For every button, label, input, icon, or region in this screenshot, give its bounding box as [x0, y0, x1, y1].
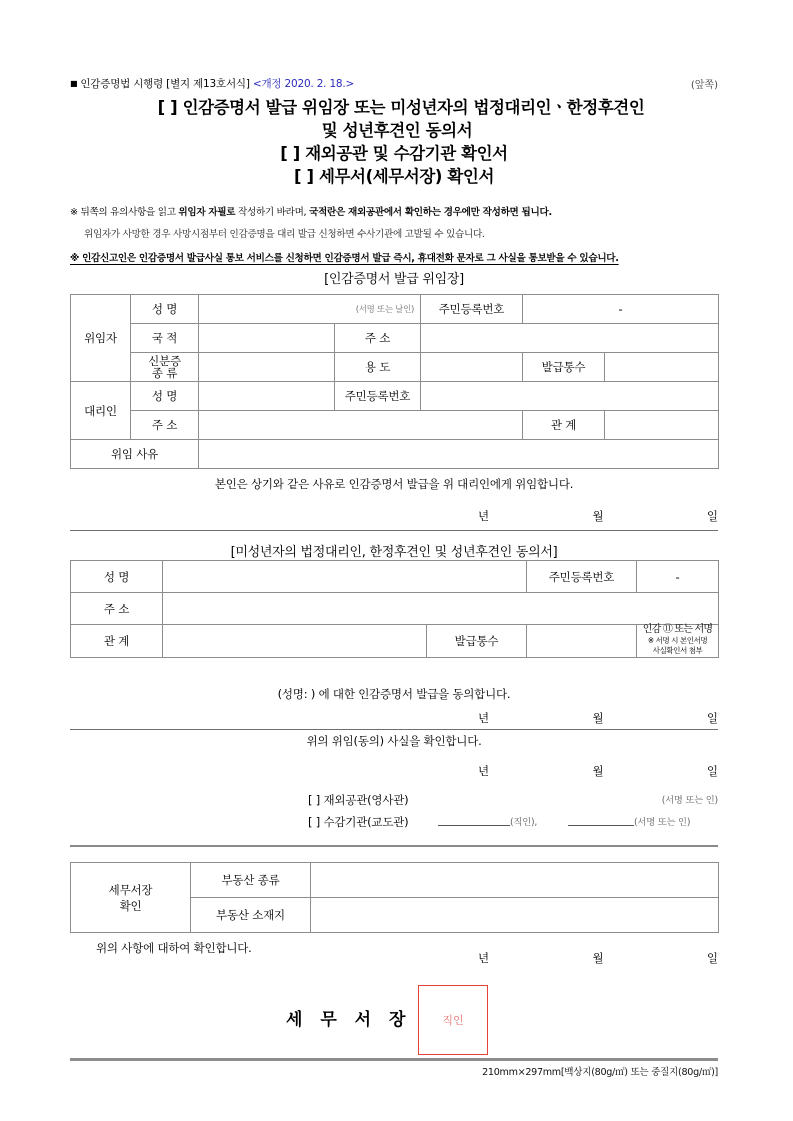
- tax-group-line1: 세무서장: [108, 882, 153, 897]
- year-label: 년: [478, 951, 490, 965]
- month-label: 월: [592, 509, 604, 523]
- month-label: 월: [592, 951, 604, 965]
- prison-seal-note: (직인),: [510, 817, 538, 828]
- property-type-label: 부동산 종류: [191, 863, 311, 898]
- notice-primary: [70, 204, 718, 218]
- official-seal-box[interactable]: [418, 985, 488, 1055]
- delegator-address-field[interactable]: [421, 324, 719, 353]
- delegator-rrn-label: 주민등록번호: [421, 295, 523, 324]
- title-line-1: [ ] 인감증명서 발급 위임장 또는 미성년자의 법정대리인ㆍ한정후견인: [157, 98, 645, 117]
- section-heading-consent: [미성년자의 법정대리인, 한정후견인 및 성년후견인 동의서]: [230, 545, 558, 560]
- month-label: 월: [592, 764, 604, 778]
- form-page: [70, 0, 718, 1121]
- embassy-checkbox-label[interactable]: [ ] 재외공관(영사관): [308, 793, 409, 807]
- table-row: [71, 353, 719, 382]
- table-row: [71, 593, 719, 625]
- table-row: [71, 295, 719, 324]
- table-row: [71, 324, 719, 353]
- table-row: [71, 863, 719, 898]
- delegator-group-label: 위임자: [71, 295, 131, 382]
- idtype-label-line2: 종 류: [151, 366, 178, 380]
- agent-relation-field[interactable]: [605, 411, 719, 440]
- tax-office-seal-title: 세 무 서 장: [286, 1010, 412, 1030]
- day-label: 일: [706, 509, 718, 523]
- delegator-name-field[interactable]: [199, 295, 421, 324]
- confirmation-authorities: [70, 792, 718, 838]
- page-title: [70, 96, 718, 188]
- consent-copies-field[interactable]: [527, 625, 637, 658]
- table-row: [71, 382, 719, 411]
- table-row: [71, 411, 719, 440]
- title-line-2: 및 성년후견인 동의서: [321, 121, 473, 140]
- delegator-nationality-field[interactable]: [199, 324, 335, 353]
- tax-seal-row: [70, 985, 718, 1055]
- day-label: 일: [706, 711, 718, 725]
- consent-copies-label: 발급통수: [427, 625, 527, 658]
- agent-rrn-label: 주민등록번호: [335, 382, 421, 411]
- consent-seal-note: [637, 625, 719, 658]
- consent-relation-field[interactable]: [163, 625, 427, 658]
- month-label: 월: [592, 711, 604, 725]
- embassy-signature-note: (서명 또는 인): [661, 795, 718, 806]
- agent-name-label: 성 명: [131, 382, 199, 411]
- form-code-line: [70, 76, 354, 91]
- delegator-idtype-label: [131, 353, 199, 382]
- tax-confirmation-statement: 위의 사항에 대하여 확인합니다.: [96, 941, 252, 955]
- prison-sign-field[interactable]: [568, 814, 690, 828]
- notice-1-mid: 작성하기 바라며,: [235, 207, 310, 218]
- tax-office-group-label: [71, 863, 191, 933]
- tax-date-line: [478, 950, 718, 966]
- delegation-statement: 본인은 상기와 같은 사유로 인감증명서 발급을 위 대리인에게 위임합니다.: [214, 477, 574, 491]
- form-revision: <개정 2020. 2. 18.>: [252, 78, 355, 90]
- delegator-idtype-field[interactable]: [199, 353, 335, 382]
- year-label: 년: [478, 764, 490, 778]
- embassy-row: [70, 792, 718, 814]
- agent-rrn-field[interactable]: [421, 382, 719, 411]
- consent-table: [70, 560, 719, 658]
- delegation-date-line: [478, 508, 718, 524]
- agent-address-field[interactable]: [199, 411, 523, 440]
- delegator-name-label: 성 명: [131, 295, 199, 324]
- agent-address-label: 주 소: [131, 411, 199, 440]
- consent-date-line: [478, 710, 718, 726]
- table-row: [71, 625, 719, 658]
- tax-group-line2: 확인: [119, 898, 142, 913]
- consent-relation-label: 관 계: [71, 625, 163, 658]
- delegator-rrn-field[interactable]: -: [523, 295, 719, 324]
- table-row: [71, 561, 719, 593]
- notice-1-bold-1: 위임자 자필로: [178, 207, 236, 218]
- section-heading-delegation: [인감증명서 발급 위임장]: [324, 272, 464, 287]
- prison-row: [70, 814, 718, 838]
- agent-name-field[interactable]: [199, 382, 335, 411]
- notice-death-warning: 위임자가 사망한 경우 사망시점부터 인감증명을 대리 발급 신청하면 수사기관에 고발될 수 있습니다.: [84, 229, 485, 240]
- prison-seal-field[interactable]: [438, 814, 537, 828]
- divider-before-tax: [70, 845, 718, 847]
- consent-rrn-field[interactable]: -: [637, 561, 719, 593]
- confirmation-date-line: [478, 763, 718, 779]
- year-label: 년: [478, 509, 490, 523]
- day-label: 일: [706, 764, 718, 778]
- prison-seal-underline[interactable]: [438, 814, 510, 826]
- consent-address-label: 주 소: [71, 593, 163, 625]
- table-row: [71, 440, 719, 469]
- property-location-field[interactable]: [311, 898, 719, 933]
- year-label: 년: [478, 711, 490, 725]
- delegator-purpose-field[interactable]: [421, 353, 523, 382]
- tax-office-table: [70, 862, 719, 933]
- delegator-copies-field[interactable]: [605, 353, 719, 382]
- agent-relation-label: 관 계: [523, 411, 605, 440]
- title-line-3: [ ] 재외공관 및 수감기관 확인서: [280, 144, 508, 163]
- delegation-reason-label: 위임 사유: [71, 440, 199, 469]
- divider-after-consent: [70, 729, 718, 730]
- notice-1-prefix: ※ 뒤쪽의 유의사항을 읽고: [70, 207, 179, 218]
- official-seal-text: 직인: [442, 1014, 464, 1027]
- footer-divider: [70, 1058, 718, 1061]
- title-line-4: [ ] 세무서(세무서장) 확인서: [294, 167, 494, 186]
- prison-signature-note: (서명 또는 인): [634, 817, 691, 828]
- page-side-marker: (앞쪽): [690, 80, 718, 91]
- agent-group-label: 대리인: [71, 382, 131, 440]
- consent-name-label: 성 명: [71, 561, 163, 593]
- delegation-reason-field[interactable]: [199, 440, 719, 469]
- idtype-label-line1: 신분증: [148, 354, 181, 368]
- signature-note: (서명 또는 날인): [355, 305, 414, 315]
- form-code-text: 인감증명법 시행령 [별지 제13호서식]: [80, 78, 250, 90]
- bullet-icon: ■: [70, 79, 78, 88]
- delegator-address-label: 주 소: [335, 324, 421, 353]
- delegator-nationality-label: 국 적: [131, 324, 199, 353]
- consent-rrn-label: 주민등록번호: [527, 561, 637, 593]
- confirmation-statement: 위의 위임(동의) 사실을 확인합니다.: [306, 734, 482, 748]
- prison-checkbox-label[interactable]: [ ] 수감기관(교도관): [308, 815, 409, 829]
- consent-address-field[interactable]: [163, 593, 719, 625]
- prison-sign-underline[interactable]: [568, 814, 634, 826]
- consent-statement: (성명: ) 에 대한 인감증명서 발급을 동의합니다.: [277, 687, 511, 701]
- property-location-label: 부동산 소재지: [191, 898, 311, 933]
- divider-after-delegation: [70, 530, 718, 531]
- property-type-field[interactable]: [311, 863, 719, 898]
- seal-note-line3: 사실확인서 첨부: [652, 646, 703, 655]
- delegation-table: [70, 294, 719, 469]
- day-label: 일: [706, 951, 718, 965]
- seal-note-line1: 인감 ⑪ 또는 서명: [642, 624, 713, 635]
- notice-1-bold-2: 국적란은 재외공관에서 확인하는 경우에만 작성하면 됩니다.: [309, 207, 552, 218]
- paper-spec-note: 210mm×297mm[백상지(80g/㎡) 또는 중질지(80g/㎡)]: [482, 1067, 718, 1078]
- seal-note-line2: ※ 서명 시 본인서명: [647, 635, 708, 645]
- delegator-copies-label: 발급통수: [523, 353, 605, 382]
- consent-name-field[interactable]: [163, 561, 527, 593]
- delegator-purpose-label: 용 도: [335, 353, 421, 382]
- notice-sms-service: ※ 인감신고인은 인감증명서 발급사실 통보 서비스를 신청하면 인감증명서 발급 즉시, 휴대전화 문자로 그 사실을 통보받을 수 있습니다.: [70, 253, 619, 264]
